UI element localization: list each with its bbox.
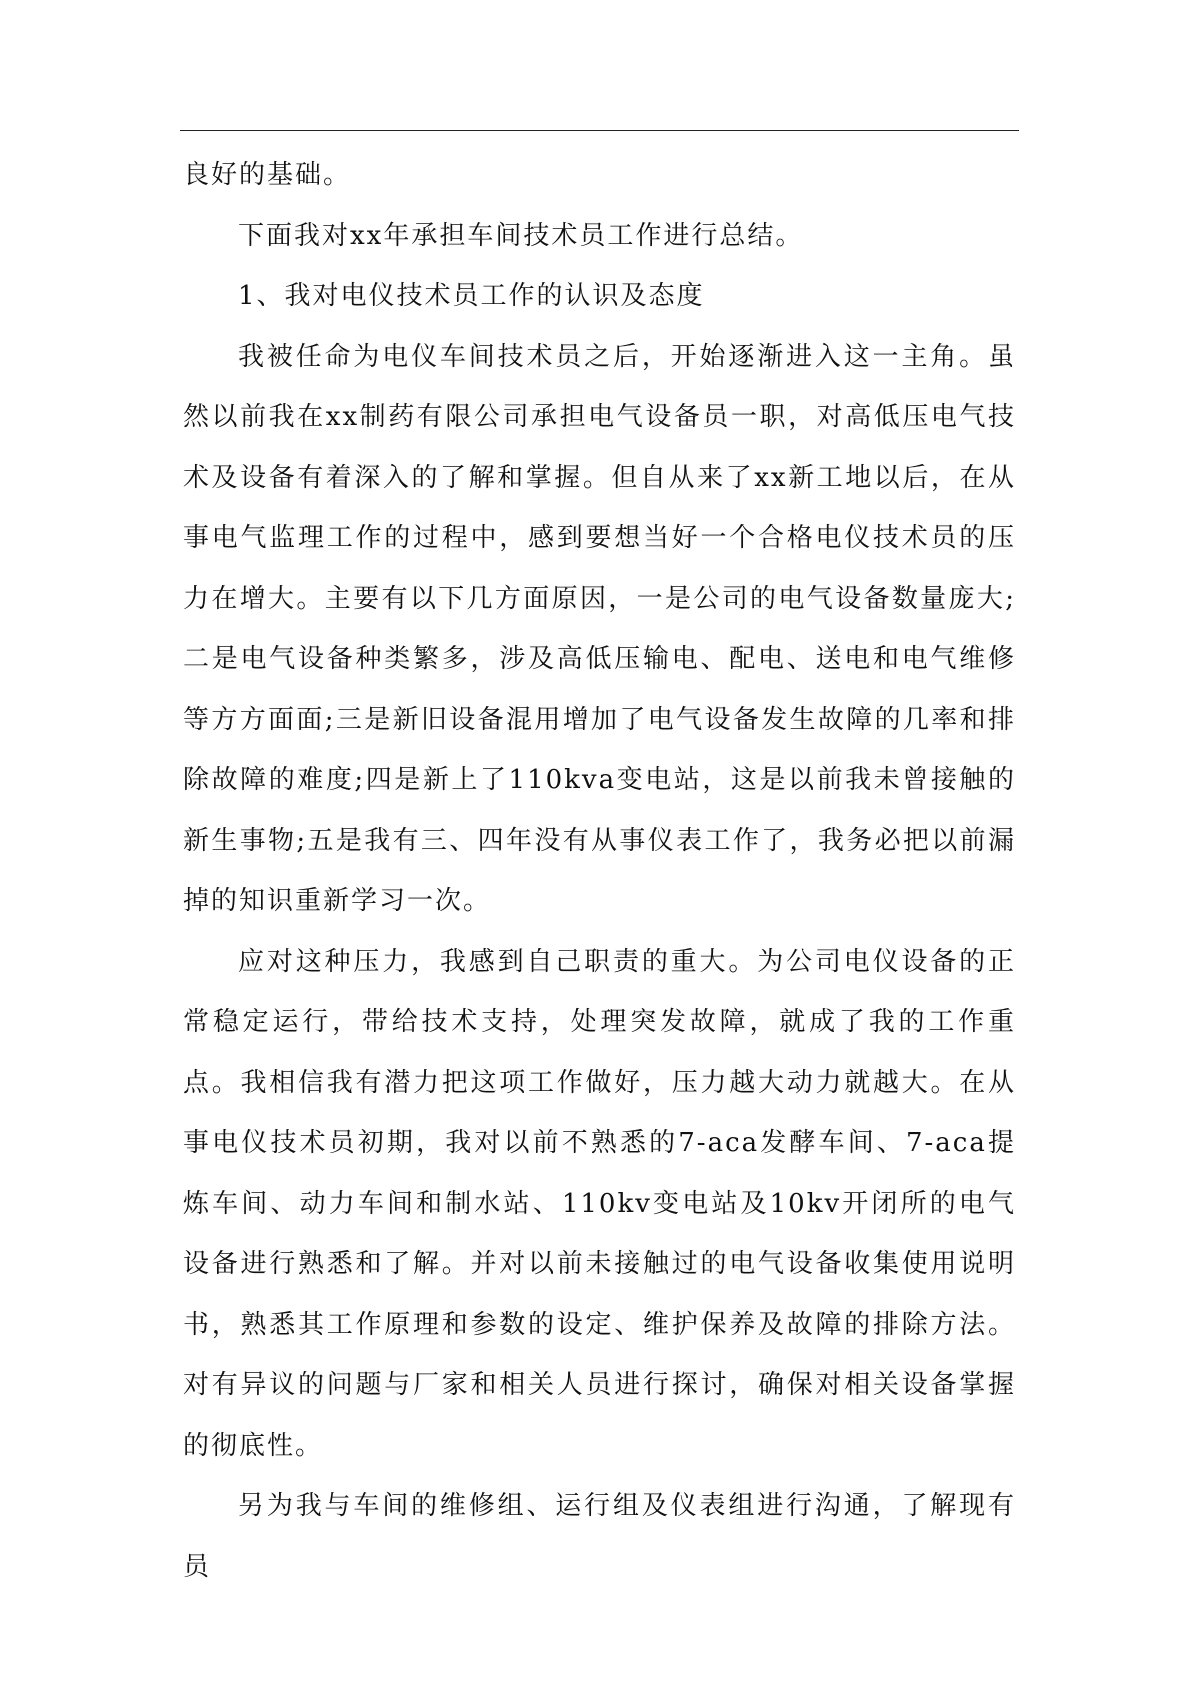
paragraph-4: 应对这种压力，我感到自己职责的重大。为公司电仪设备的正常稳定运行，带给技术支持，处理突发故障，就成了我的工作重点。我相信我有潜力把这项工作做好，压力越大动力就越大。在从事电仪技术员初期，我对以前不熟悉的7-aca发酵车间、7-aca提炼车间、动力车间和制水站、110kv变电站及10kv开闭所的电气设备进行熟悉和了解。并对以前未接触过的电气设备收集使用说明书，熟悉其工作原理和参数的设定、维护保养及故障的排除方法。对有异议的问题与厂家和相关人员进行探讨，确保对相关设备掌握的彻底性。 [183, 946, 1016, 1461]
paragraph-2: 下面我对xx年承担车间技术员工作进行总结。 [238, 220, 804, 251]
paragraph-3: 我被任命为电仪车间技术员之后，开始逐渐进入这一主角。虽然以前我在xx制药有限公司承担电气设备员一职，对高低压电气技术及设备有着深入的了解和掌握。但自从来了xx新工地以后，在从事电气监理工作的过程中，感到要想当好一个合格电仪技术员的压力在增大。主要有以下几方面原因，一是公司的电气设备数量庞大;二是电气设备种类繁多，涉及高低压输电、配电、送电和电气维修等方方面面;三是新旧设备混用增加了电气设备发生故障的几率和排除故障的难度;四是新上了110kva变电站，这是以前我未曾接触的新生事物;五是我有三、四年没有从事仪表工作了，我务必把以前漏掉的知识重新学习一次。 [183, 341, 1016, 916]
paragraph-1: 良好的基础。 [183, 160, 352, 190]
document-body [183, 145, 1016, 1597]
section-heading-1: 1、我对电仪技术员工作的认识及态度 [238, 281, 705, 311]
header-rule [180, 130, 1019, 131]
paragraph-5: 另为我与车间的维修组、运行组及仪表组进行沟通，了解现有员 [183, 1491, 1016, 1582]
